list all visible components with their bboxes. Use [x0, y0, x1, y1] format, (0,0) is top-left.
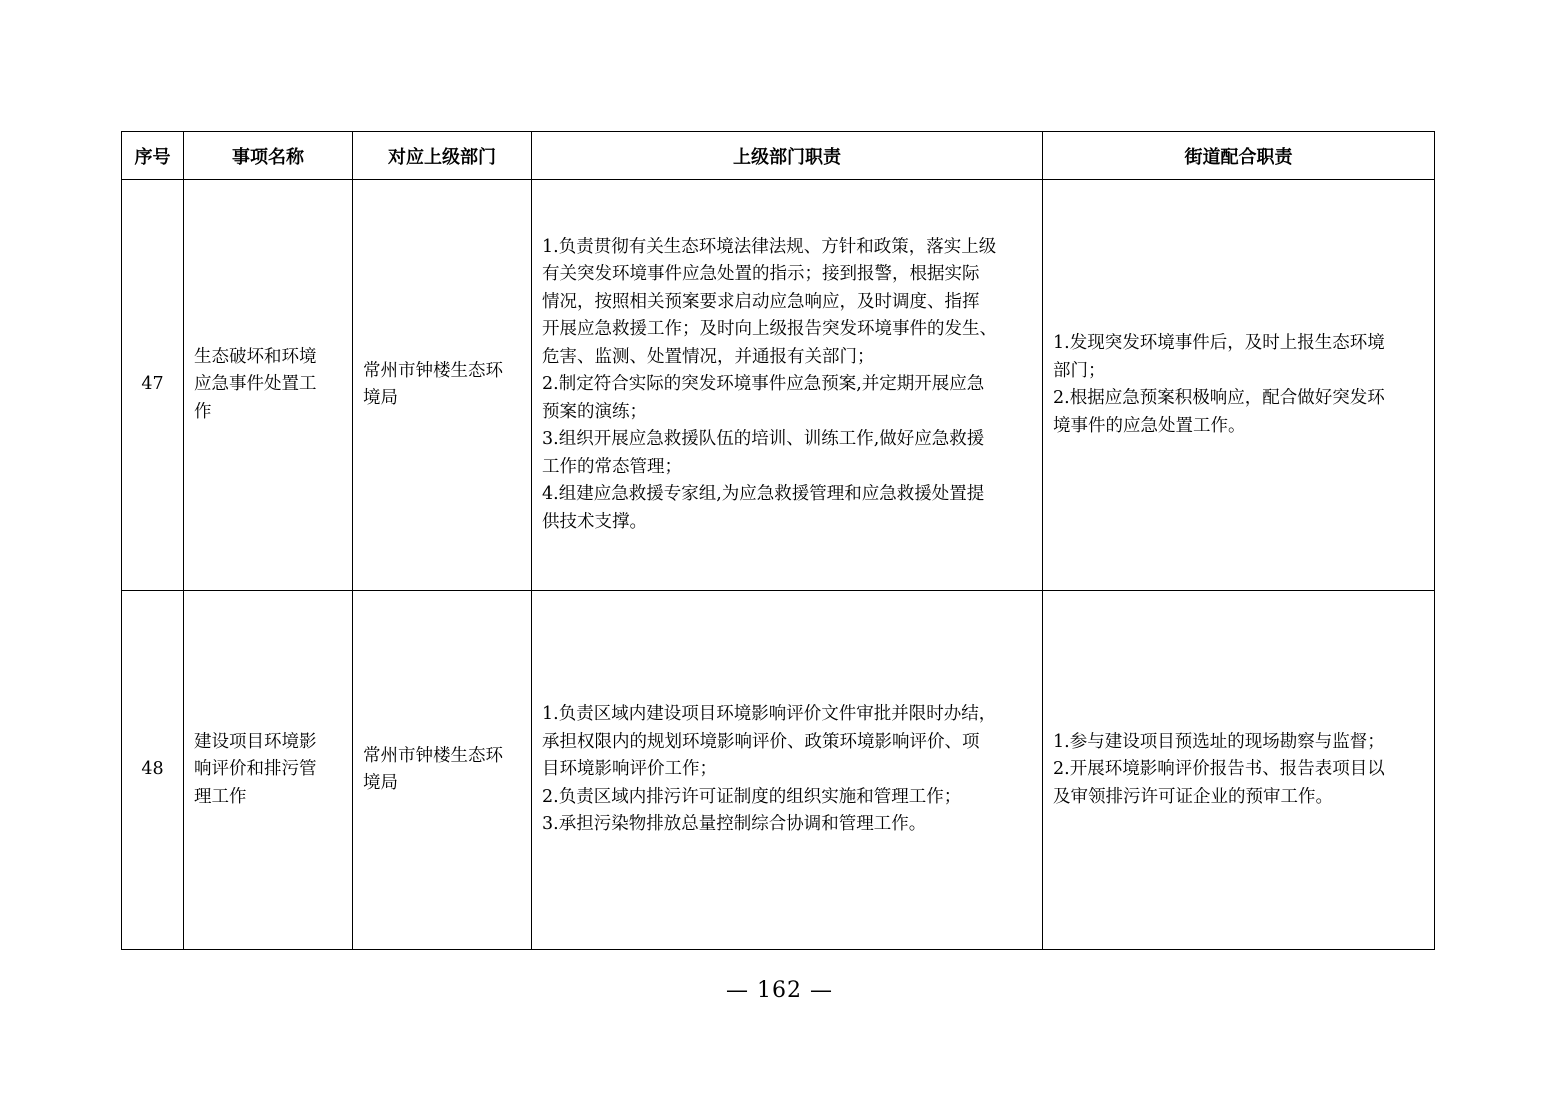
text-line: 应急事件处置工	[194, 374, 317, 395]
text-line: 2.根据应急预案积极响应，配合做好突发环	[1053, 388, 1385, 408]
header-serial-number: 序号	[122, 132, 184, 180]
department-cell	[353, 180, 532, 591]
table-row	[122, 591, 1435, 950]
text-line: 境局	[363, 773, 398, 793]
header-street-duties: 街道配合职责	[1043, 132, 1435, 180]
text-line: 及审领排污许可证企业的预审工作。	[1053, 786, 1333, 807]
header-upper-duties: 上级部门职责	[532, 132, 1043, 180]
text-line: 境局	[363, 388, 398, 408]
text-line: 2.负责区域内排污许可证制度的组织实施和管理工作；	[542, 786, 962, 807]
text-line: 1.负责区域内建设项目环境影响评价文件审批并限时办结，	[542, 704, 997, 725]
department-cell	[353, 591, 532, 950]
header-upper-department: 对应上级部门	[353, 132, 532, 180]
text-line: 常州市钟楼生态环	[363, 745, 503, 766]
text-line: 生态破坏和环境	[194, 346, 317, 367]
text-line: 开展应急救援工作；及时向上级报告突发环境事件的发生、	[542, 319, 997, 340]
text-line: 响评价和排污管	[194, 759, 317, 780]
header-item-name: 事项名称	[184, 132, 353, 180]
text-line: 情况，按照相关预案要求启动应急响应，及时调度、指挥	[542, 291, 980, 312]
table-header-row	[122, 132, 1435, 180]
table-row	[122, 180, 1435, 591]
duty-table	[121, 131, 1435, 950]
text-line: 建设项目环境影	[194, 731, 317, 752]
item-name-cell	[184, 180, 353, 591]
text-line: 有关突发环境事件应急处置的指示；接到报警，根据实际	[542, 264, 980, 285]
row-number: 48	[122, 591, 184, 950]
text-line: 3.承担污染物排放总量控制综合协调和管理工作。	[542, 814, 927, 835]
text-line: 理工作	[194, 786, 247, 807]
street-duties-cell	[1043, 180, 1435, 591]
text-line: 2.制定符合实际的突发环境事件应急预案,并定期开展应急	[542, 374, 985, 395]
text-line: 4.组建应急救援专家组,为应急救援管理和应急救援处置提	[542, 484, 985, 505]
text-line: 承担权限内的规划环境影响评价、政策环境影响评价、项	[542, 731, 980, 752]
text-line: 1.参与建设项目预选址的现场勘察与监督；	[1053, 731, 1385, 752]
text-line: 1.负责贯彻有关生态环境法律法规、方针和政策，落实上级	[542, 236, 997, 257]
upper-duties-cell	[532, 591, 1043, 950]
text-line: 预案的演练；	[542, 401, 647, 422]
item-name-cell	[184, 591, 353, 950]
text-line: 目环境影响评价工作；	[542, 759, 717, 780]
page-number: — 162 —	[726, 978, 833, 1003]
text-line: 1.发现突发环境事件后，及时上报生态环境	[1053, 333, 1385, 353]
text-line: 常州市钟楼生态环	[363, 360, 503, 381]
row-number: 47	[122, 180, 184, 591]
text-line: 供技术支撑。	[542, 511, 647, 532]
text-line: 境事件的应急处置工作。	[1053, 415, 1246, 436]
upper-duties-cell	[532, 180, 1043, 591]
text-line: 危害、监测、处置情况，并通报有关部门；	[542, 346, 875, 367]
text-line: 作	[194, 401, 212, 422]
text-line: 2.开展环境影响评价报告书、报告表项目以	[1053, 759, 1385, 780]
text-line: 部门；	[1053, 360, 1106, 381]
street-duties-cell	[1043, 591, 1435, 950]
text-line: 3.组织开展应急救援队伍的培训、训练工作,做好应急救援	[542, 429, 985, 450]
text-line: 工作的常态管理；	[542, 456, 682, 477]
